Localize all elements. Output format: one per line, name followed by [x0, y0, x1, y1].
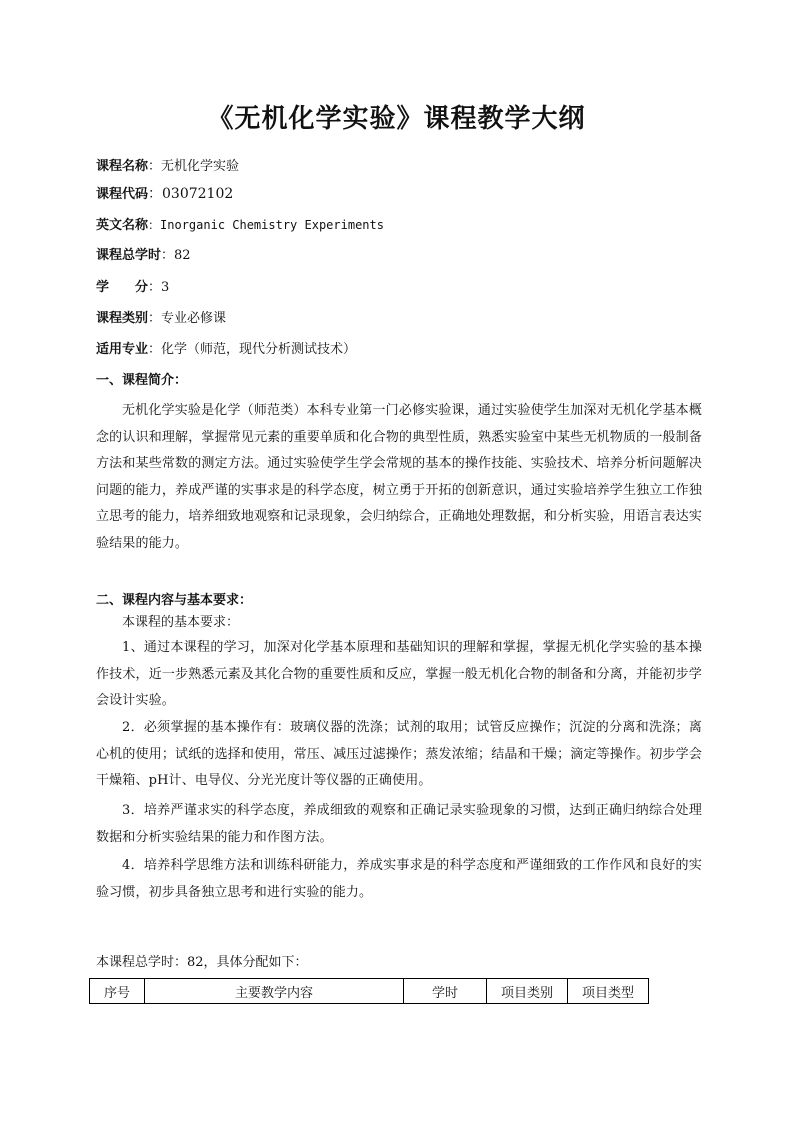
english-name-value: ：Inorganic Chemistry Experiments	[148, 218, 384, 232]
total-hours-label: 课程总学时	[96, 248, 162, 263]
major-label: 适用专业	[96, 342, 149, 357]
table-header-cell: 项目类型	[568, 979, 649, 1004]
course-type-value: ：专业必修课	[148, 311, 227, 326]
credit-label: 学 分	[96, 280, 149, 295]
course-name-value: ：无机化学实验	[148, 159, 240, 174]
requirement-item-3: 3．培养严谨求实的科学态度，养成细致的观察和正确记录实验现象的习惯，达到正确归纳综合处理数据和分析实验结果的能力和作图方法。	[96, 803, 702, 845]
course-code-row	[96, 185, 233, 204]
requirement-item-1: 1、通过本课程的学习，加深对化学基本原理和基础知识的理解和掌握，掌握无机化学实验的基本操作技术，近一步熟悉元素及其化合物的重要性质和反应，掌握一般无机化合物的制备和分离，并能初步学会设计实验。	[96, 640, 702, 708]
course-code-label: 课程代码	[96, 187, 149, 202]
course-type-label: 课程类别	[96, 311, 149, 326]
table-header-cell: 学时	[404, 979, 487, 1004]
section2-intro: 本课程的基本要求：	[122, 615, 240, 630]
section1-paragraph: 无机化学实验是化学（师范类）本科专业第一门必修实验课，通过实验使学生加深对无机化学基本概念的认识和理解，掌握常见元素的重要单质和化合物的典型性质，熟悉实验室中某些无机物质的一般制备方法和某些常数的测定方法。通过实验使学生学会常规的基本的操作技能、实验技术、培养分析问题解决问题的能力，养成严谨的实事求是的科学态度，树立勇于开拓的创新意识，通过实验培养学生独立工作独立思考的能力，培养细致地观察和记录现象，会归纳综合，正确地处理数据，和分析实验，用语言表达实验结果的能力。	[96, 403, 702, 551]
major-value: ：化学（师范，现代分析测试技术）	[148, 342, 357, 357]
course-code-value: ：03072102	[148, 186, 234, 202]
course-hours-table	[89, 978, 649, 1004]
course-type-row	[96, 310, 226, 328]
requirement-item-2: 2．必须掌握的基本操作有：玻璃仪器的洗涤；试剂的取用；试管反应操作；沉淀的分离和洗涤；离心机的使用；试纸的选择和使用，常压、减压过滤操作；蒸发浓缩；结晶和干燥；滴定等操作。初步学会干燥箱、pH计、电导仪、分光光度计等仪器的正确使用。	[96, 720, 702, 788]
credit-row	[96, 279, 169, 297]
course-name-label: 课程名称	[96, 159, 149, 174]
hours-summary: 本课程总学时：82，具体分配如下：	[96, 955, 308, 970]
major-row	[96, 341, 356, 359]
course-name-row	[96, 158, 239, 176]
table-header-row	[90, 979, 649, 1004]
document-title: 《无机化学实验》课程教学大纲	[207, 104, 586, 134]
table-header-cell: 序号	[90, 979, 145, 1004]
credit-value: ：3	[148, 280, 170, 295]
section2-heading: 二、课程内容与基本要求：	[96, 593, 253, 608]
total-hours-row	[96, 247, 191, 265]
section1-heading: 一、课程简介：	[96, 373, 188, 388]
table-header-cell: 项目类别	[487, 979, 568, 1004]
english-name-label: 英文名称	[96, 218, 149, 233]
english-name-row	[96, 216, 384, 235]
total-hours-value: ：82	[161, 248, 191, 263]
requirement-item-4: 4．培养科学思维方法和训练科研能力，养成实事求是的科学态度和严谨细致的工作作风和良好的实验习惯，初步具备独立思考和进行实验的能力。	[96, 858, 702, 900]
table-header-cell: 主要教学内容	[145, 979, 404, 1004]
